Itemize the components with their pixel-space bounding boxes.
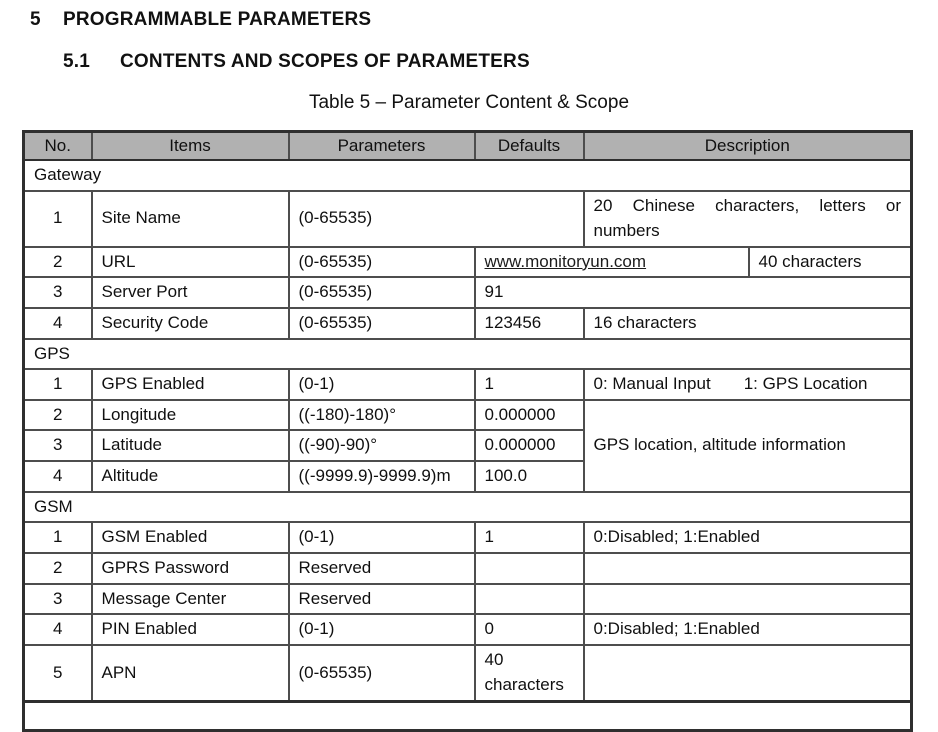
- section-row-gsm: [24, 492, 912, 523]
- table-header-row: [24, 132, 912, 161]
- table-caption: Table 5 – Parameter Content & Scope: [308, 92, 630, 113]
- section-label-gsm: GSM: [24, 492, 912, 523]
- table-row: [24, 645, 912, 702]
- cell-parameters: Reserved: [289, 553, 475, 584]
- cell-item: Altitude: [92, 461, 289, 492]
- cell-no: 4: [24, 461, 92, 492]
- cell-no: 2: [24, 553, 92, 584]
- cell-no: 2: [24, 247, 92, 278]
- cell-shared-description: GPS location, altitude information: [584, 400, 912, 492]
- cell-item: GSM Enabled: [92, 522, 289, 553]
- cell-item: Longitude: [92, 400, 289, 431]
- description-option-a: 0: Manual Input: [593, 374, 711, 394]
- cell-default: 0.000000: [475, 430, 584, 461]
- section-heading: [30, 10, 938, 30]
- cell-parameters: ((-90)-90)°: [289, 430, 475, 461]
- cell-default: 1: [475, 369, 584, 400]
- description-option-b: 1: GPS Location: [743, 374, 868, 394]
- cell-description: 16 characters: [584, 308, 912, 339]
- table-row: [24, 584, 912, 615]
- table-row: [24, 614, 912, 645]
- cell-parameters: Reserved: [289, 584, 475, 615]
- section-row-gateway: [24, 160, 912, 191]
- cell-no: 1: [24, 191, 92, 247]
- cell-parameters: (0-65535): [289, 645, 475, 702]
- cell-parameters: (0-1): [289, 522, 475, 553]
- cell-parameters: (0-65535): [289, 247, 475, 278]
- cell-default: 123456: [475, 308, 584, 339]
- header-cell-parameters: Parameters: [289, 132, 475, 161]
- cell-description: [584, 369, 912, 400]
- cell-description: 0:Disabled; 1:Enabled: [584, 614, 912, 645]
- header-cell-description: Description: [584, 132, 912, 161]
- cell-default: 1: [475, 522, 584, 553]
- subsection-number: 5.1: [63, 51, 91, 72]
- cell-item: GPRS Password: [92, 553, 289, 584]
- cell-item: URL: [92, 247, 289, 278]
- cell-default: [475, 584, 584, 615]
- cell-parameters: ((-9999.9)-9999.9)m: [289, 461, 475, 492]
- table-row: [24, 553, 912, 584]
- cell-item: Security Code: [92, 308, 289, 339]
- cell-default: 40 characters: [475, 645, 584, 702]
- subsection-heading: [63, 52, 938, 72]
- table-row: [24, 308, 912, 339]
- cell-no: 4: [24, 308, 92, 339]
- cell-default: 100.0: [475, 461, 584, 492]
- header-cell-items: Items: [92, 132, 289, 161]
- cell-item: APN: [92, 645, 289, 702]
- cell-no: 2: [24, 400, 92, 431]
- table-row: [24, 191, 912, 247]
- cell-no: 5: [24, 645, 92, 702]
- table-row: [24, 277, 912, 308]
- cell-no: 1: [24, 369, 92, 400]
- cell-default: 91: [475, 277, 912, 308]
- section-title: PROGRAMMABLE PARAMETERS: [63, 9, 372, 30]
- cell-item: Site Name: [92, 191, 289, 247]
- url-link[interactable]: www.monitoryun.com: [484, 251, 647, 271]
- cell-item: PIN Enabled: [92, 614, 289, 645]
- header-cell-no: No.: [24, 132, 92, 161]
- section-label-gps: GPS: [24, 339, 912, 370]
- cell-no: 4: [24, 614, 92, 645]
- cell-description: 20 Chinese characters, letters or numbers: [584, 191, 912, 247]
- cell-description: [584, 584, 912, 615]
- cell-parameters: ((-180)-180)°: [289, 400, 475, 431]
- cell-no: 3: [24, 430, 92, 461]
- cell-description: [584, 553, 912, 584]
- table-row: [24, 400, 912, 431]
- parameters-table: [22, 130, 913, 732]
- section-row-gps: [24, 339, 912, 370]
- table-row: [24, 247, 912, 278]
- cell-no: 3: [24, 584, 92, 615]
- cell-default: [475, 553, 584, 584]
- cell-parameters: (0-1): [289, 614, 475, 645]
- cell-default: 0.000000: [475, 400, 584, 431]
- subsection-title: CONTENTS AND SCOPES OF PARAMETERS: [120, 51, 530, 72]
- cell-item: Server Port: [92, 277, 289, 308]
- document-page: [0, 10, 938, 732]
- cell-parameters: (0-65535): [289, 277, 475, 308]
- cell-item: GPS Enabled: [92, 369, 289, 400]
- cell-description: [584, 645, 912, 702]
- section-number: 5: [30, 9, 41, 30]
- cell-item: Message Center: [92, 584, 289, 615]
- section-label-gateway: Gateway: [24, 160, 912, 191]
- table-row: [24, 369, 912, 400]
- cell-default: 0: [475, 614, 584, 645]
- cell-parameters: (0-65535): [289, 191, 584, 247]
- cell-parameters: (0-1): [289, 369, 475, 400]
- cell-description: 40 characters: [749, 247, 912, 278]
- cell-parameters: (0-65535): [289, 308, 475, 339]
- cell-no: 3: [24, 277, 92, 308]
- cell-default: [475, 247, 749, 278]
- header-cell-defaults: Defaults: [475, 132, 584, 161]
- table-row: [24, 522, 912, 553]
- cell-cutoff: [24, 701, 912, 730]
- cell-item: Latitude: [92, 430, 289, 461]
- table-row-cutoff: [24, 701, 912, 730]
- cell-no: 1: [24, 522, 92, 553]
- cell-description: 0:Disabled; 1:Enabled: [584, 522, 912, 553]
